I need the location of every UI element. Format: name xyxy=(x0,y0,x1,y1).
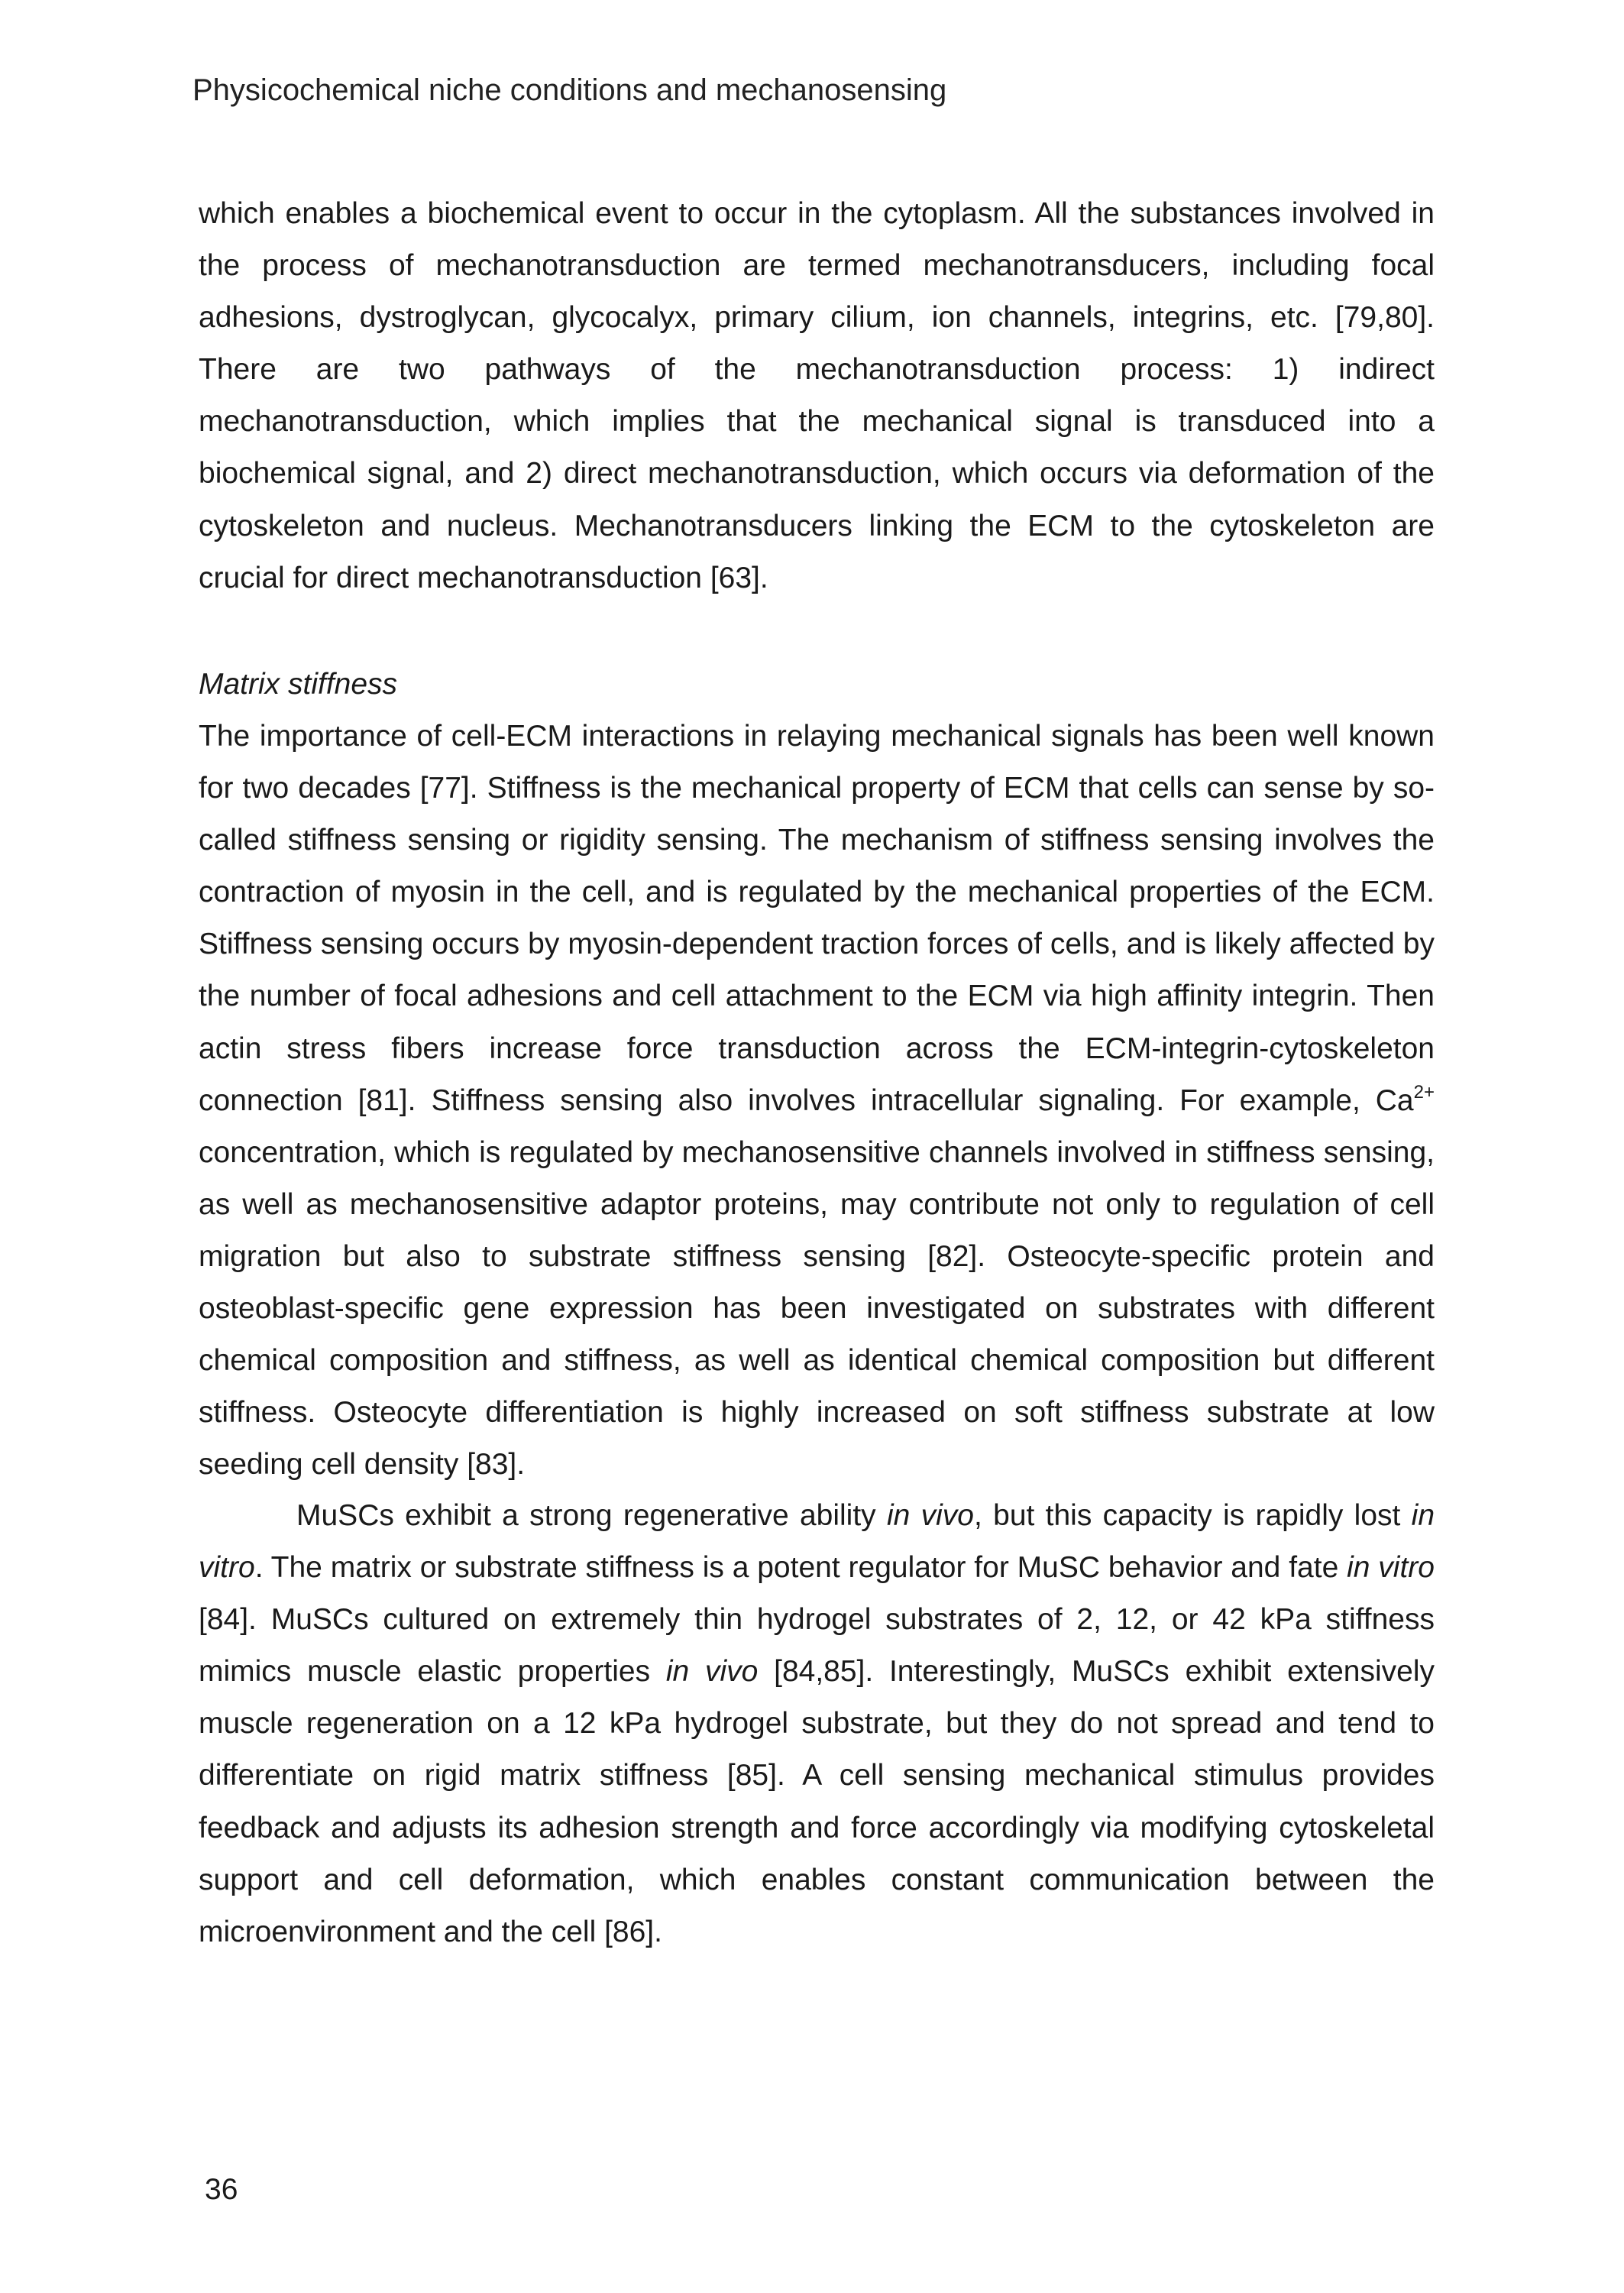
paragraph-muscs xyxy=(199,1490,1435,1958)
italic-term: in vitro xyxy=(1347,1551,1435,1585)
paragraph-text-part: . The matrix or substrate stiffness is a potent regulator for MuSC behavior and fate xyxy=(254,1551,1347,1585)
calcium-charge-superscript: 2+ xyxy=(1413,1081,1435,1103)
paragraph-mechanotransduction: which enables a biochemical event to occur in the cytoplasm. All the substances involved in the process of mechanotransduction are termed mechanotransducers, including focal adhesions, dystroglycan, glycocalyx, primary cilium, ion channels, integrins, etc. [79,80]. There are two pathways of the mechanotransduction process: 1) indirect mechanotransduction, which implies that the mechanical signal is transduced into a biochemical signal, and 2) direct mechanotransduction, which occurs via deformation of the cytoskeleton and nucleus. Mechanotransducers linking the ECM to the cytoskeleton are crucial for direct mechanotransduction [63]. xyxy=(199,197,1435,594)
paragraph-text-part: , but this capacity is rapidly lost xyxy=(974,1499,1412,1532)
paragraph-text-part: MuSCs exhibit a strong regenerative ability xyxy=(296,1499,887,1532)
paragraph-text-part: [84]. MuSCs cultured on extremely thin hydrogel substrates of 2, 12, or 42 kPa stiffness mimics muscle elastic properties xyxy=(199,1603,1435,1689)
paragraph-text-part: [84,85]. Interestingly, MuSCs exhibit extensively muscle regeneration on a 12 kPa hydrogel substrate, but they do not spread and tend to differentiate on rigid matrix stiffness [85]. A cell sensing mechanical stimulus provides feedback and adjusts its adhesion strength and force accordingly via modifying cytoskeletal support and cell deformation, which enables constant communication between the microenvironment and the cell [86]. xyxy=(199,1655,1435,1948)
paragraph-text-part: concentration, which is regulated by mechanosensitive channels involved in stiffness sensing, as well as mechanosensitive adaptor proteins, may contribute not only to regulation of cell migration but also to substrate stiffness sensing [82]. Osteocyte-specific protein and osteoblast-specific gene expression has been investigated on substrates with different chemical composition and stiffness, as well as identical chemical composition but different stiffness. Osteocyte differentiation is highly increased on soft stiffness substrate at low seeding cell density [83]. xyxy=(199,1135,1435,1482)
italic-term: in vivo xyxy=(665,1655,759,1689)
italic-term: in vitro xyxy=(199,1499,1435,1585)
running-header: Physicochemical niche conditions and mechanosensing xyxy=(192,73,947,107)
paragraph-text-part: The importance of cell-ECM interactions in relaying mechanical signals has been well known for two decades [77]. Stiffness is the mechanical property of ECM that cells can sense by so-called stiffness sensing or rigidity sensing. The mechanism of stiffness sensing involves the contraction of myosin in the cell, and is regulated by the mechanical properties of the ECM. Stiffness sensing occurs by myosin-dependent traction forces of cells, and is likely affected by the number of focal adhesions and cell attachment to the ECM via high affinity integrin. Then actin stress fibers increase force transduction across the ECM-integrin-cytoskeleton connection [81]. Stiffness sensing also involves intracellular signaling. For example, Ca xyxy=(199,720,1435,1117)
section-heading-matrix-stiffness: Matrix stiffness xyxy=(199,668,398,701)
italic-term: in vivo xyxy=(886,1499,974,1532)
paragraph-matrix-stiffness xyxy=(199,711,1435,1491)
page-number: 36 xyxy=(205,2173,238,2206)
